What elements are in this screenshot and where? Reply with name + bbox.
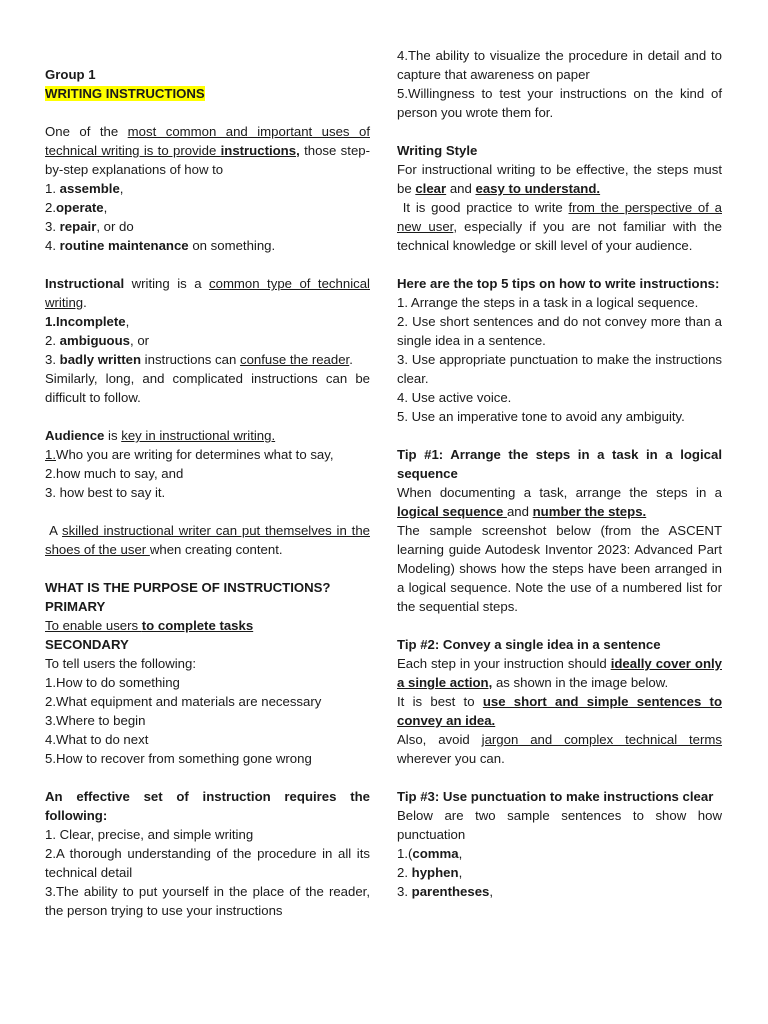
list-item: 4. Use active voice. [397,390,512,405]
intro-paragraph: One of the most common and important uses of technical writing is to provide instructions, those step-by-step explanations of how to [45,124,370,177]
tip2-heading: Tip #2: Convey a single idea in a sentence [397,637,661,652]
tip2-paragraph-2: It is best to use short and simple sentences to convey an idea. [397,694,722,728]
tip1-paragraph-2: The sample screenshot below (from the ASCENT learning guide Autodesk Inventor 2023: Advanced Part Modeling) shows how the steps have been arranged in a logical sequence. Note the use of a numbered list for the sequential steps. [397,523,722,614]
audience-paragraph: Audience is key in instructional writing. [45,428,276,443]
list-item: 1.Who you are writing for determines what to say, [45,447,334,462]
list-item: 2.operate, [45,200,108,215]
secondary-intro: To tell users the following: [45,656,196,671]
list-item: 1. Clear, precise, and simple writing [45,827,254,842]
paragraph-text: Similarly, long, and complicated instructions can be difficult to follow. [45,371,370,405]
list-item: 4.The ability to visualize the procedure in detail and to capture that awareness on paper [397,48,722,82]
list-item: 2.how much to say, and [45,466,184,481]
list-item: 5.How to recover from something gone wrong [45,751,312,766]
tip2-paragraph: Each step in your instruction should ideally cover only a single action, as shown in the image below. [397,656,722,690]
right-column [397,46,722,901]
list-item: 2.What equipment and materials are necessary [45,694,322,709]
list-item: 3. how best to say it. [45,485,166,500]
list-item: 1. Arrange the steps in a task in a logical sequence. [397,295,699,310]
tips-heading: Here are the top 5 tips on how to write instructions: [397,276,720,291]
skilled-writer-paragraph: A skilled instructional writer can put themselves in the shoes of the user when creating content. [45,523,370,557]
group-label: Group 1 [45,67,96,82]
list-item: 1.Incomplete, [45,314,130,329]
effective-heading: An effective set of instruction requires the following: [45,789,370,823]
list-item: 3. Use appropriate punctuation to make the instructions clear. [397,352,722,386]
list-item: 5.Willingness to test your instructions on the kind of person you wrote them for. [397,86,722,120]
writing-style-heading: Writing Style [397,143,478,158]
tip2-paragraph-3: Also, avoid jargon and complex technical terms wherever you can. [397,732,722,766]
secondary-label: SECONDARY [45,637,129,652]
writing-style-paragraph: For instructional writing to be effective, the steps must be clear and easy to understand. [397,162,722,196]
list-item: 3.The ability to put yourself in the place of the reader, the person trying to use your instructions [45,884,370,918]
tip1-paragraph: When documenting a task, arrange the steps in a logical sequence and number the steps. [397,485,722,519]
list-item: 5. Use an imperative tone to avoid any ambiguity. [397,409,685,424]
list-item: 2. hyphen, [397,865,463,880]
list-item: 2. Use short sentences and do not convey more than a single idea in a sentence. [397,314,722,348]
list-item: 2.A thorough understanding of the procedure in all its technical detail [45,846,370,880]
list-item: 1. assemble, [45,181,124,196]
highlighted-heading: WRITING INSTRUCTIONS [45,86,205,101]
list-item: 3. repair, or do [45,219,134,234]
tip3-heading: Tip #3: Use punctuation to make instructions clear [397,789,714,804]
list-item: 3. parentheses, [397,884,494,899]
tip3-paragraph: Below are two sample sentences to show how punctuation [397,808,722,842]
list-item: 1.(comma, [397,846,463,861]
tip1-heading: Tip #1: Arrange the steps in a task in a logical sequence [397,447,722,481]
list-item: 4.What to do next [45,732,149,747]
left-column [45,46,370,920]
list-item: 3. badly written instructions can confuse the reader. [45,352,353,367]
primary-text: To enable users to complete tasks [45,618,254,633]
purpose-question: WHAT IS THE PURPOSE OF INSTRUCTIONS? [45,580,331,595]
list-item: 3.Where to begin [45,713,146,728]
writing-style-paragraph-2: It is good practice to write from the perspective of a new user, especially if you are not familiar with the technical knowledge or skill level of your audience. [397,200,722,253]
instructional-paragraph: Instructional writing is a common type of technical writing. [45,276,370,310]
primary-label: PRIMARY [45,599,106,614]
document-heading [45,84,370,103]
list-item: 2. ambiguous, or [45,333,150,348]
list-item: 4. routine maintenance on something. [45,238,276,253]
list-item: 1.How to do something [45,675,180,690]
